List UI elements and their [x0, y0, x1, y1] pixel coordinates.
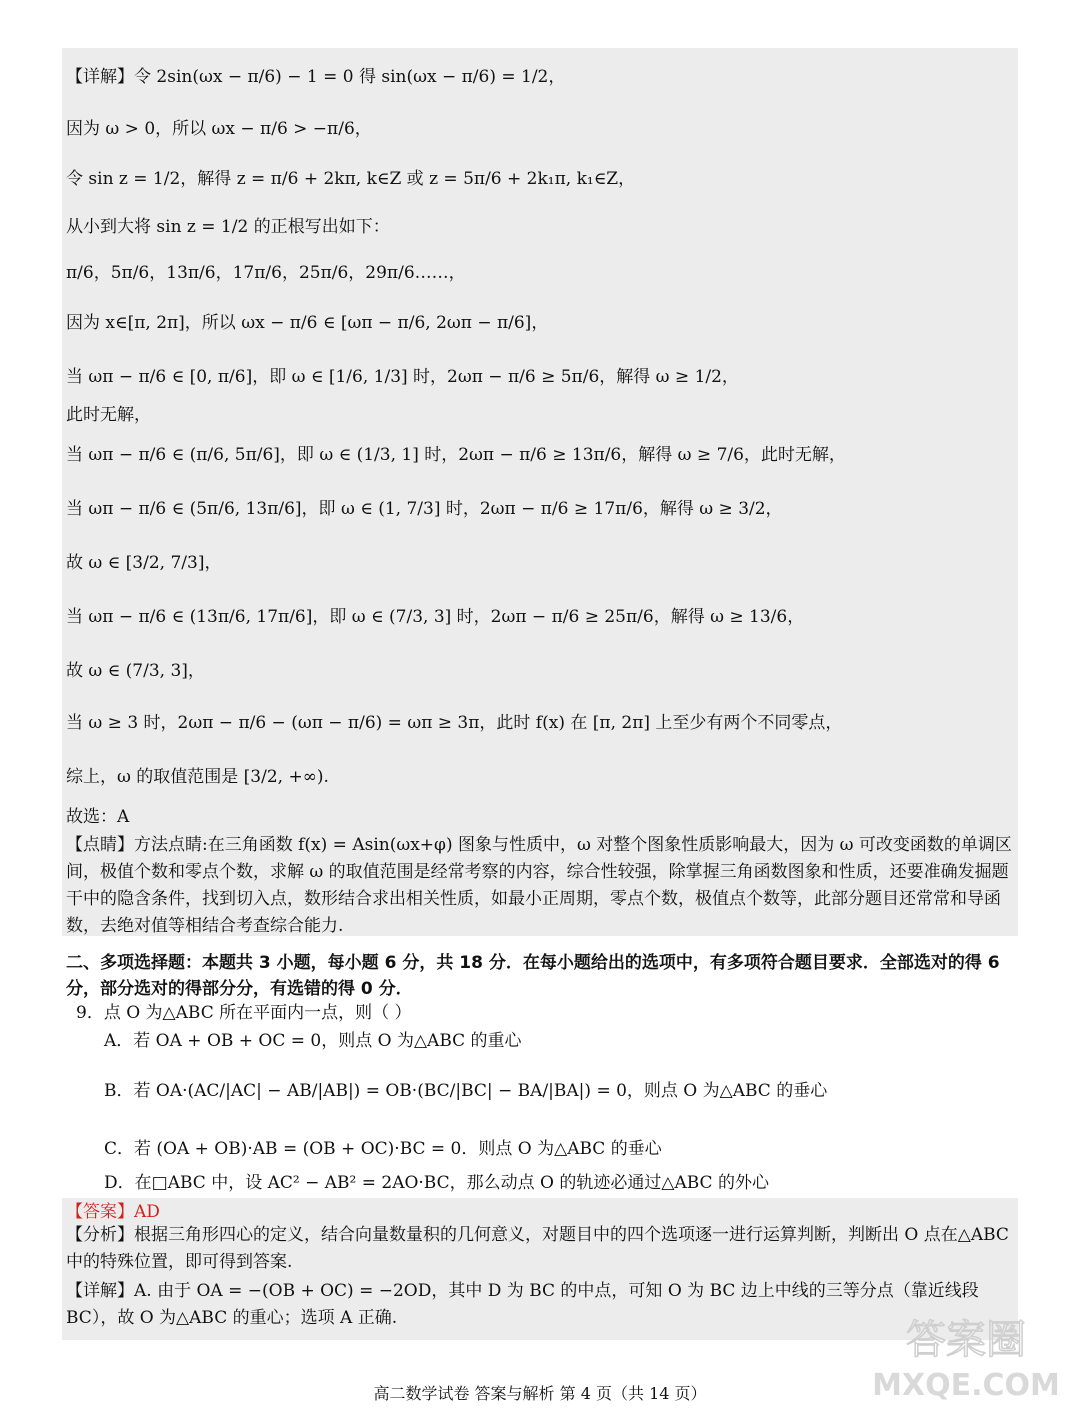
watermark-text-line2: MXQE.COM	[872, 1368, 1060, 1403]
detail-paragraph: 【详解】A. 由于 OA = −(OB + OC) = −2OD，其中 D 为 BC 的中点，可知 O 为 BC 边上中线的三等分点（靠近线段 BC），故 O 为△ABC 的重心；选项 A 正确.	[66, 1281, 979, 1328]
solution-line: 【详解】令 2sin(ωx − π/6) − 1 = 0 得 sin(ωx − π/6) = 1/2，	[66, 67, 566, 87]
option-d: D．在□ABC 中，设 AC² − AB² = 2AO·BC，那么动点 O 的轨迹必通过△ABC 的外心	[104, 1173, 769, 1193]
solution-line: 综上，ω 的取值范围是 [3/2, +∞).	[66, 767, 329, 787]
watermark-text-line1: 答案圈	[906, 1317, 1026, 1363]
solution-line: 当 ωπ − π/6 ∈ [0, π/6]，即 ω ∈ [1/6, 1/3] 时，2ωπ − π/6 ≥ 5π/6，解得 ω ≥ 1/2，	[66, 367, 739, 387]
solution-line: 令 sin z = 1/2，解得 z = π/6 + 2kπ, k∈Z 或 z = 5π/6 + 2k₁π, k₁∈Z，	[66, 169, 636, 189]
solution-line: 当 ωπ − π/6 ∈ (π/6, 5π/6]，即 ω ∈ (1/3, 1] 时，2ωπ − π/6 ≥ 13π/6，解得 ω ≥ 7/6，此时无解，	[66, 445, 846, 465]
solution-line: π/6，5π/6，13π/6，17π/6，25π/6，29π/6……，	[66, 263, 466, 283]
solution-line: 故 ω ∈ (7/3, 3]，	[66, 661, 205, 681]
solution-line: 当 ωπ − π/6 ∈ (13π/6, 17π/6]，即 ω ∈ (7/3, 3] 时，2ωπ − π/6 ≥ 25π/6，解得 ω ≥ 13/6，	[66, 607, 805, 627]
option-b: B．若 OA·(AC/|AC| − AB/|AB|) = OB·(BC/|BC| − BA/|BA|) = 0，则点 O 为△ABC 的垂心	[104, 1081, 828, 1101]
question-stem: 9．点 O 为△ABC 所在平面内一点，则（ ）	[76, 1003, 412, 1023]
analysis-paragraph: 【分析】根据三角形四心的定义，结合向量数量积的几何意义，对题目中的四个选项逐一进行运算判断，判断出 O 点在△ABC 中的特殊位置，即可得到答案.	[66, 1225, 1009, 1272]
solution-line: 当 ωπ − π/6 ∈ (5π/6, 13π/6]，即 ω ∈ (1, 7/3] 时，2ωπ − π/6 ≥ 17π/6，解得 ω ≥ 3/2，	[66, 499, 783, 519]
watermark-logo	[866, 1305, 1066, 1405]
solution-line: 故 ω ∈ [3/2, 7/3]，	[66, 553, 222, 573]
solution-line: 此时无解，	[66, 405, 151, 425]
solution-line: 因为 ω > 0，所以 ωx − π/6 > −π/6，	[66, 119, 372, 139]
answer-label: 【答案】AD	[66, 1202, 160, 1222]
option-a: A．若 OA + OB + OC = 0，则点 O 为△ABC 的重心	[104, 1031, 522, 1051]
solution-line: 因为 x∈[π, 2π]，所以 ωx − π/6 ∈ [ωπ − π/6, 2ωπ − π/6]，	[66, 313, 549, 333]
page-footer: 高二数学试卷 答案与解析 第 4 页（共 14 页）	[373, 1384, 707, 1403]
solution-line: 当 ω ≥ 3 时，2ωπ − π/6 − (ωπ − π/6) = ωπ ≥ 3π，此时 f(x) 在 [π, 2π] 上至少有两个不同零点，	[66, 713, 843, 733]
solution-line: 从小到大将 sin z = 1/2 的正根写出如下：	[66, 217, 390, 237]
option-c: C．若 (OA + OB)·AB = (OB + OC)·BC = 0．则点 O 为△ABC 的垂心	[104, 1139, 662, 1159]
section-heading: 二、多项选择题：本题共 3 小题，每小题 6 分，共 18 分．在每小题给出的选项中，有多项符合题目要求．全部选对的得 6 分，部分选对的得部分分，有选错的得 0 分．	[66, 953, 1000, 999]
solution-line: 故选：A	[66, 807, 130, 827]
comment-paragraph: 【点睛】方法点睛:在三角函数 f(x) = Asin(ωx+φ) 图象与性质中，ω 对整个图象性质影响最大，因为 ω 可改变函数的单调区间，极值个数和零点个数，求解 ω 的取值范围是经常考察的内容，综合性较强，除掌握三角函数图象和性质，还要准确发掘题干中的隐含条件，找到切入点，数形结合求出相关性质，如最小正周期，零点个数，极值点个数等，此部分题目还常常和导函数，去绝对值等相结合考查综合能力.	[66, 835, 1012, 936]
